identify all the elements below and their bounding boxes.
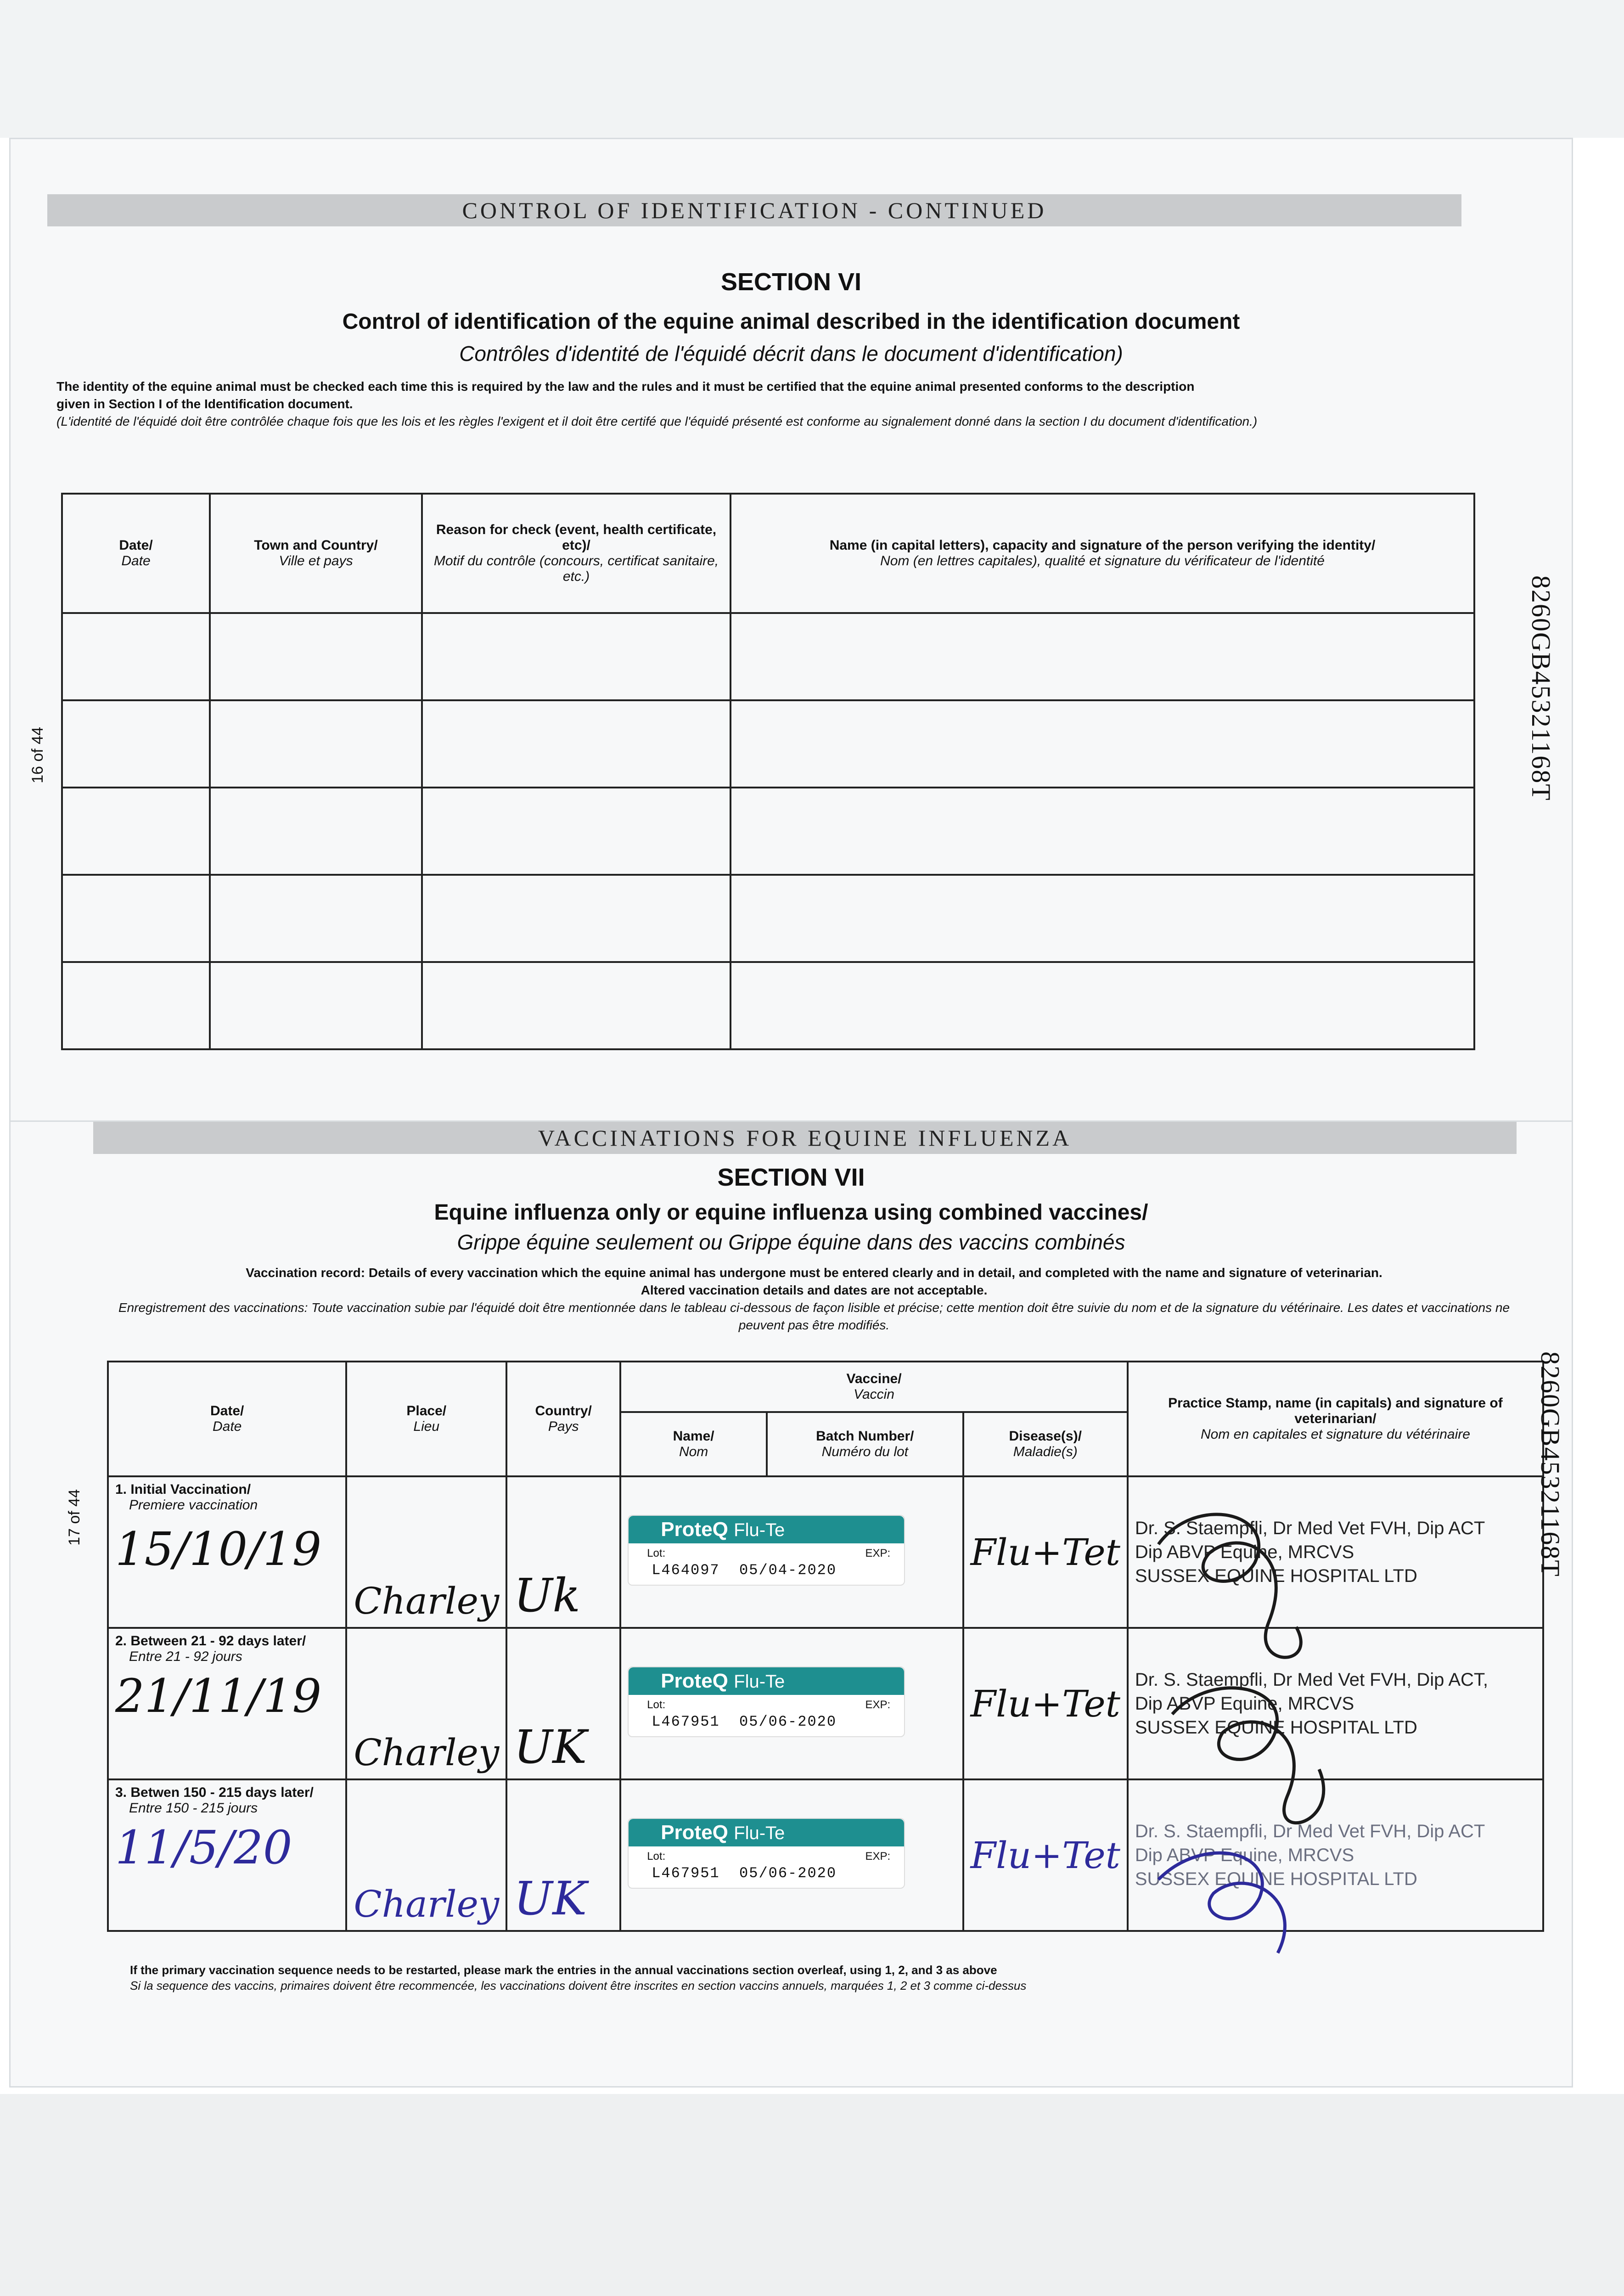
section-heading: SECTION VII [717,1164,865,1191]
page-subtitle: Contrôles d'identité de l'équidé décrit dans le document d'identification) [459,342,1123,366]
vaccine-name: ProteQ Flu-Te [629,1819,904,1846]
passport-id: 8260GB45321168T [1535,1351,1565,1577]
page-number: 17 of 44 [66,1489,83,1546]
table-row [62,962,1474,1049]
page-title: Control of identification of the equine animal described in the identification document [342,310,1240,334]
lot-label: Lot: [647,1547,666,1559]
page-title: Equine influenza only or equine influenza using combined vaccines/ [434,1200,1148,1225]
vet-signature [1103,1475,1517,1958]
section-banner: VACCINATIONS FOR EQUINE INFLUENZA [93,1122,1517,1154]
scan-bottom-edge [0,2094,1624,2296]
vaccine-sticker [628,1515,905,1586]
intro-text [56,378,1457,430]
page-number: 16 of 44 [29,727,46,783]
page-16 [9,138,1573,1123]
intro-fr: Enregistrement des vaccinations: Toute vaccination subie par l'équidé doit être mentionnée dans le tableau ci-dessous de façon lisible et précise; cette mention doit être suivie du nom et de la signature du vétérinaire. Les dates et vaccinations ne peuvent pas être modifiés. [118,1300,1510,1332]
handwritten-date: 21/11/19 [115,1669,322,1723]
table-row [62,613,1474,700]
scan-top-edge [0,0,1624,138]
handwritten-country: Uk [514,1569,581,1622]
vet-stamp: Dr. S. Staempfli, Dr Med Vet FVH, Dip ACT, Dip ABVP Equine, MRCVS SUSSEX EQUINE HOSPITAL LTD [1128,1628,1543,1779]
header-date: Date/ Date [62,494,210,613]
handwritten-place: Charley [354,1731,500,1774]
batch-number: L464097 05/04-2020 [652,1562,837,1579]
intro-text [112,1264,1517,1334]
page-subtitle: Grippe équine seulement ou Grippe équine dans des vaccins combinés [457,1230,1125,1254]
vaccine-sticker [628,1666,905,1737]
handwritten-date: 11/5/20 [115,1821,292,1874]
intro-fr: (L'identité de l'équidé doit être contrôlée chaque fois que les lois et les règles l'exigent et il doit être certifé que l'équidé présenté est conforme au signalement donné dans la section I du document d'identification.) [56,414,1258,428]
handwritten-disease: Flu+Tet [970,1834,1120,1877]
lot-label: Lot: [647,1850,666,1863]
exp-label: EXP: [865,1850,891,1863]
row-date-cell [108,1628,346,1779]
footnote [130,1962,1507,1993]
header-batch: Batch Number/ Numéro du lot [767,1412,963,1476]
handwritten-place: Charley [354,1883,500,1925]
batch-number: L467951 05/06-2020 [652,1865,837,1882]
vet-stamp: Dr. S. Staempfli, Dr Med Vet FVH, Dip ACT Dip ABVP Equine, MRCVS SUSSEX EQUINE HOSPITAL LTD [1128,1476,1543,1628]
passport-id: 8260GB45321168T [1526,575,1556,801]
table-row [62,700,1474,788]
intro-en-1: The identity of the equine animal must be checked each time this is required by the law and the rules and it must be certified that the equine animal presented conforms to the description [56,379,1195,394]
handwritten-disease: Flu+Tet [970,1682,1120,1725]
lot-label: Lot: [647,1699,666,1711]
table-row [62,788,1474,875]
header-town: Town and Country/ Ville et pays [210,494,422,613]
identity-check-table [61,493,1475,1050]
vaccine-sticker [628,1818,905,1889]
row-label: 1. Initial Vaccination/ [115,1482,251,1497]
page-17 [9,1120,1573,2088]
exp-label: EXP: [865,1699,891,1711]
header-verifier: Name (in capital letters), capacity and signature of the person verifying the identity/ Nom (en lettres capitales), qualité et signature du vérificateur de l'identité [731,494,1474,613]
handwritten-disease: Flu+Tet [970,1531,1120,1574]
row-date-cell [108,1476,346,1628]
header-vaccine: Vaccine/ Vaccin [620,1362,1128,1412]
handwritten-date: 15/10/19 [115,1522,322,1576]
header-place: Place/ Lieu [346,1362,506,1476]
table-row [62,875,1474,962]
row-date-cell [108,1779,346,1931]
header-country: Country/ Pays [506,1362,620,1476]
section-banner: CONTROL OF IDENTIFICATION - CONTINUED [47,194,1461,226]
section-heading: SECTION VI [720,268,862,296]
header-vaccine-name: Name/ Nom [620,1412,767,1476]
header-date: Date/ Date [108,1362,346,1476]
intro-en-2: given in Section I of the Identification document. [56,397,353,411]
vaccine-name: ProteQ Flu-Te [629,1516,904,1543]
handwritten-place: Charley [354,1580,500,1622]
header-stamp: Practice Stamp, name (in capitals) and signature of veterinarian/ Nom en capitales et signature du vétérinaire [1128,1362,1543,1476]
exp-label: EXP: [865,1547,891,1559]
row-label-fr: Premiere vaccination [129,1497,258,1513]
row-label-fr: Entre 21 - 92 jours [129,1649,242,1664]
handwritten-country: UK [514,1872,587,1925]
header-reason: Reason for check (event, health certificate, etc)/ Motif du contrôle (concours, certificat sanitaire, etc.) [422,494,731,613]
footnote-en: If the primary vaccination sequence needs to be restarted, please mark the entries in the annual vaccinations section overleaf, using 1, 2, and 3 as above [130,1963,997,1977]
vet-stamp: Dr. S. Staempfli, Dr Med Vet FVH, Dip ACT Dip ABVP Equine, MRCVS SUSSEX EQUINE HOSPITAL LTD [1128,1779,1543,1931]
row-label: 2. Between 21 - 92 days later/ [115,1633,306,1649]
row-label-fr: Entre 150 - 215 jours [129,1801,258,1816]
handwritten-country: UK [514,1720,587,1774]
header-disease: Disease(s)/ Maladie(s) [963,1412,1128,1476]
footnote-fr: Si la sequence des vaccins, primaires doivent être recommencée, les vaccinations doivent être inscrites en section vaccins annuels, marquées 1, 2 et 3 comme ci-dessus [130,1979,1027,1992]
batch-number: L467951 05/06-2020 [652,1713,837,1730]
vaccine-name: ProteQ Flu-Te [629,1667,904,1695]
row-label: 3. Betwen 150 - 215 days later/ [115,1785,314,1800]
intro-en-1: Vaccination record: Details of every vaccination which the equine animal has undergone must be entered clearly and in detail, and completed with the name and signature of veterinarian. [246,1266,1382,1280]
intro-en-2: Altered vaccination details and dates are not acceptable. [641,1283,988,1297]
